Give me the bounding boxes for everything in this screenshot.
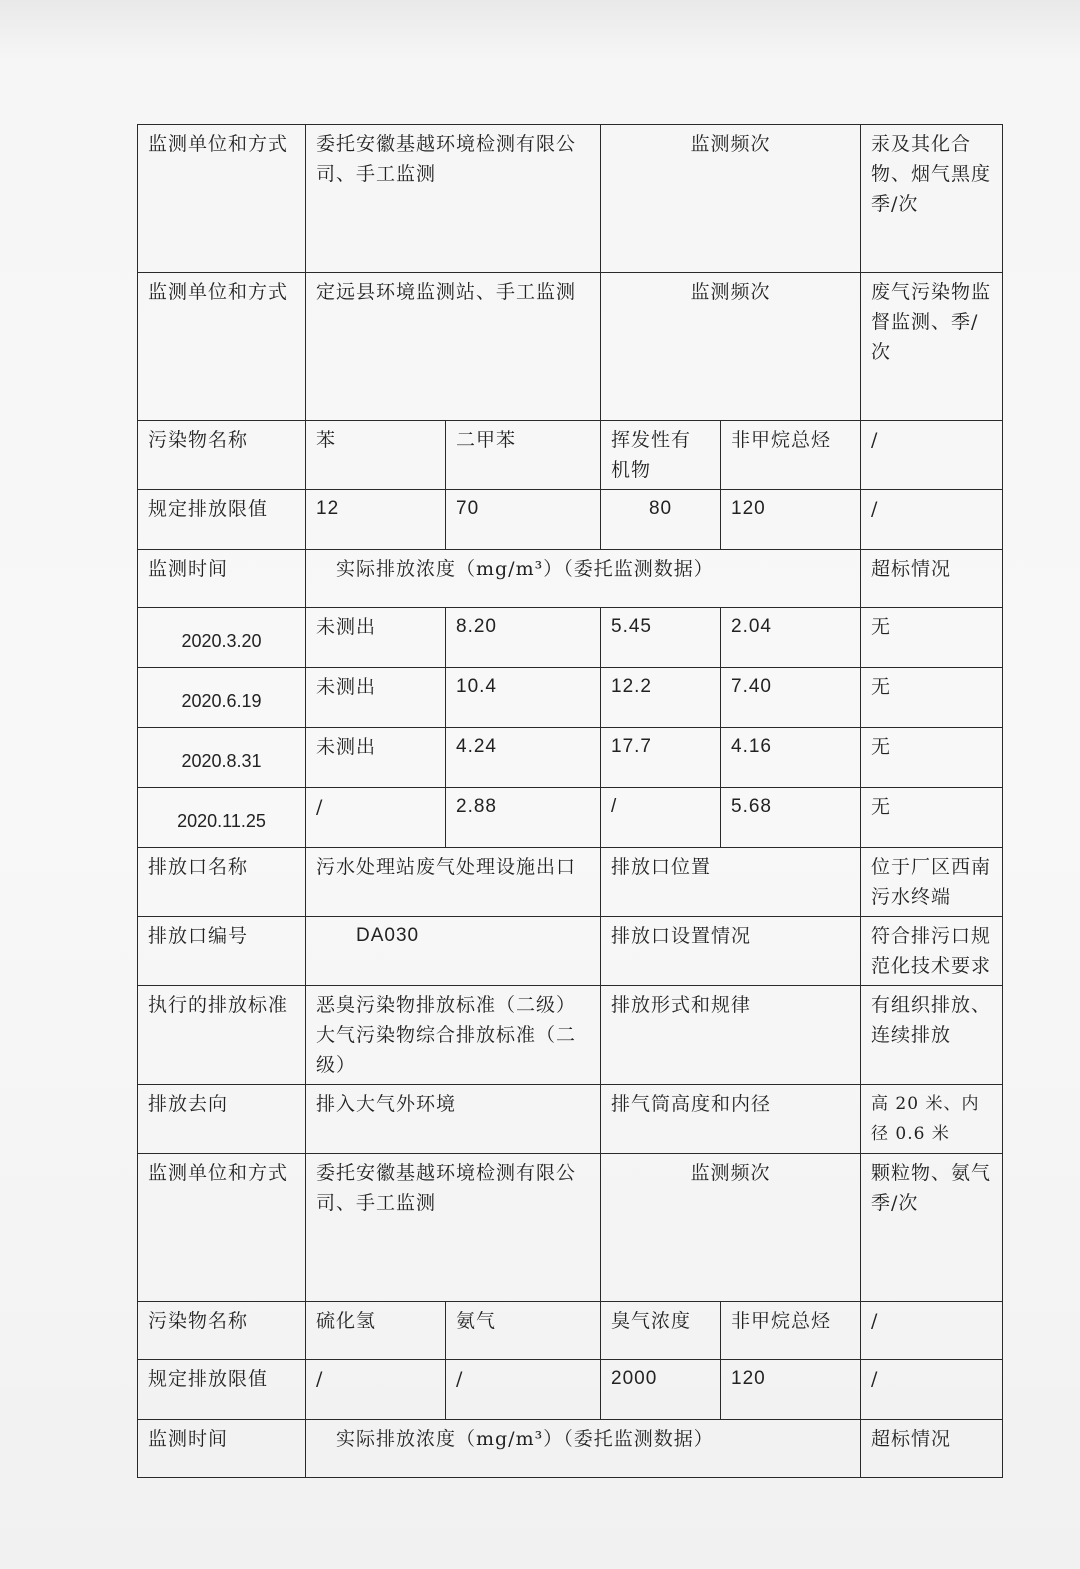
outlet-setup-value: 符合排污口规范化技术要求 — [861, 917, 1003, 986]
monitor-frequency-label: 监测频次 — [601, 273, 861, 421]
outlet-name-row — [138, 848, 1003, 917]
exceed-label: 超标情况 — [861, 1420, 1003, 1478]
exceed-label: 超标情况 — [861, 550, 1003, 608]
outlet-code-value: DA030 — [306, 917, 601, 986]
outlet-code-label: 排放口编号 — [138, 917, 306, 986]
monitor-frequency-value: 废气污染物监督监测、季/次 — [861, 273, 1003, 421]
emission-direction-row — [138, 1085, 1003, 1154]
monitor-unit-label: 监测单位和方式 — [138, 1154, 306, 1302]
pollutant-name: 非甲烷总烃 — [721, 1302, 861, 1360]
outlet-code-row — [138, 917, 1003, 986]
monitor-date: 2020.8.31 — [181, 751, 262, 771]
monitor-frequency-value: 颗粒物、氨气 季/次 — [861, 1154, 1003, 1302]
emission-limit-value: / — [446, 1360, 601, 1420]
emission-limit-value: 120 — [721, 490, 861, 550]
stack-size-value: 高 20 米、内径 0.6 米 — [861, 1085, 1003, 1154]
emission-limit-value: 70 — [446, 490, 601, 550]
monitor-frequency-label: 监测频次 — [601, 125, 861, 273]
pollutant-name: 氨气 — [446, 1302, 601, 1360]
data-cell: 10.4 — [446, 668, 601, 728]
pollutant-name: 硫化氢 — [306, 1302, 446, 1360]
exceed-cell: 无 — [861, 608, 1003, 668]
data-row — [138, 668, 1003, 728]
monitor-time-label: 监测时间 — [138, 550, 306, 608]
outlet-position-label: 排放口位置 — [601, 848, 861, 917]
pollutant-name: 非甲烷总烃 — [721, 421, 861, 490]
data-cell: 未测出 — [306, 668, 446, 728]
emission-direction-label: 排放去向 — [138, 1085, 306, 1154]
emission-mode-value: 有组织排放、连续排放 — [861, 986, 1003, 1085]
pollutant-name: / — [861, 421, 1003, 490]
outlet-name-label: 排放口名称 — [138, 848, 306, 917]
pollutant-name: 臭气浓度 — [601, 1302, 721, 1360]
monitor-date: 2020.6.19 — [181, 691, 262, 711]
data-cell: 2.88 — [446, 788, 601, 848]
emission-standard-row — [138, 986, 1003, 1085]
data-cell: 未测出 — [306, 608, 446, 668]
monitor-date: 2020.3.20 — [181, 631, 262, 651]
monitor-date: 2020.11.25 — [177, 811, 266, 831]
emission-direction-value: 排入大气外环境 — [306, 1085, 601, 1154]
emission-limit-row-1 — [138, 490, 1003, 550]
emission-limit-value: 80 — [601, 490, 721, 550]
emission-limit-value: / — [861, 1360, 1003, 1420]
pollutant-name: / — [861, 1302, 1003, 1360]
pollutant-name: 二甲苯 — [446, 421, 601, 490]
emission-mode-label: 排放形式和规律 — [601, 986, 861, 1085]
data-row — [138, 608, 1003, 668]
monitor-unit-row-2 — [138, 273, 1003, 421]
emission-limit-value: 12 — [306, 490, 446, 550]
emission-limit-label: 规定排放限值 — [138, 1360, 306, 1420]
emission-info-table — [137, 124, 1012, 1478]
outlet-setup-label: 排放口设置情况 — [601, 917, 861, 986]
emission-limit-value: / — [306, 1360, 446, 1420]
emission-standard-label: 执行的排放标准 — [138, 986, 306, 1085]
monitor-unit-row-1 — [138, 125, 1003, 273]
data-row — [138, 788, 1003, 848]
pollutant-name-label: 污染物名称 — [138, 421, 306, 490]
outlet-name-value: 污水处理站废气处理设施出口 — [306, 848, 601, 917]
data-cell: 4.16 — [721, 728, 861, 788]
stack-size-label: 排气筒高度和内径 — [601, 1085, 861, 1154]
data-cell: 5.68 — [721, 788, 861, 848]
emission-limit-value: / — [861, 490, 1003, 550]
monitor-unit-label: 监测单位和方式 — [138, 125, 306, 273]
monitor-unit-value: 委托安徽基越环境检测有限公司、手工监测 — [306, 1154, 601, 1302]
exceed-cell: 无 — [861, 728, 1003, 788]
data-cell: 4.24 — [446, 728, 601, 788]
pollutant-name-label: 污染物名称 — [138, 1302, 306, 1360]
data-cell: 8.20 — [446, 608, 601, 668]
data-cell: / — [306, 788, 446, 848]
concentration-label: 实际排放浓度（mg/m³）（委托监测数据） — [306, 1420, 861, 1478]
monitor-frequency-label: 监测频次 — [601, 1154, 861, 1302]
exceed-cell: 无 — [861, 668, 1003, 728]
data-cell: 5.45 — [601, 608, 721, 668]
monitor-unit-value: 委托安徽基越环境检测有限公司、手工监测 — [306, 125, 601, 273]
data-row — [138, 728, 1003, 788]
data-cell: 12.2 — [601, 668, 721, 728]
emission-limit-label: 规定排放限值 — [138, 490, 306, 550]
emission-limit-row-2 — [138, 1360, 1003, 1420]
data-cell: 未测出 — [306, 728, 446, 788]
monitor-header-row-1 — [138, 550, 1003, 608]
data-cell: 7.40 — [721, 668, 861, 728]
concentration-label: 实际排放浓度（mg/m³）（委托监测数据） — [306, 550, 861, 608]
emission-limit-value: 2000 — [601, 1360, 721, 1420]
monitor-header-row-2 — [138, 1420, 1003, 1478]
emission-standard-value: 恶臭污染物排放标准（二级）大气污染物综合排放标准（二级） — [306, 986, 601, 1085]
monitor-frequency-value: 汞及其化合物、烟气黑度 季/次 — [861, 125, 1003, 273]
monitor-unit-value: 定远县环境监测站、手工监测 — [306, 273, 601, 421]
pollutant-name-row-1 — [138, 421, 1003, 490]
data-cell: 17.7 — [601, 728, 721, 788]
monitor-unit-label: 监测单位和方式 — [138, 273, 306, 421]
pollutant-name: 苯 — [306, 421, 446, 490]
outlet-position-value: 位于厂区西南污水终端 — [861, 848, 1003, 917]
pollutant-name: 挥发性有机物 — [601, 421, 721, 490]
data-cell: 2.04 — [721, 608, 861, 668]
monitor-unit-row-3 — [138, 1154, 1003, 1302]
emission-limit-value: 120 — [721, 1360, 861, 1420]
monitor-time-label: 监测时间 — [138, 1420, 306, 1478]
pollutant-name-row-2 — [138, 1302, 1003, 1360]
data-cell: / — [601, 788, 721, 848]
exceed-cell: 无 — [861, 788, 1003, 848]
